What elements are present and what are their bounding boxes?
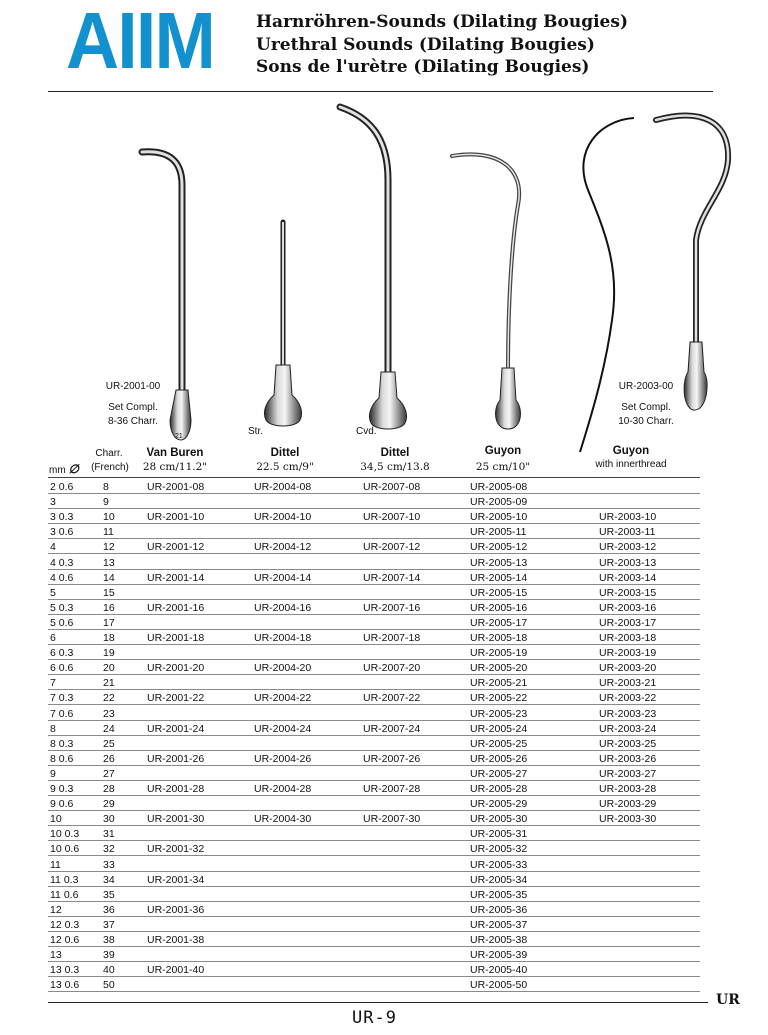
guyon-thread-code: UR-2003-28 [599,783,657,795]
dittel-straight-code: UR-2004-18 [254,632,312,644]
guyon-thread-code: UR-2003-25 [599,737,657,750]
set1-line1: Set Compl. [108,402,158,413]
van-buren-code: UR-2001-26 [147,752,205,765]
charr-cell: 50 [103,979,115,992]
page-number: UR-9 [352,1008,397,1028]
guyon-code: UR-2005-37 [470,918,528,931]
dittel-curved-code: UR-2007-10 [363,511,421,524]
guyon-code: UR-2005-35 [470,888,528,901]
table-row [0,660,768,675]
mm-cell: 6 [50,632,56,644]
charr-cell: 39 [103,949,115,962]
guyon-code: UR-2005-29 [470,798,528,811]
guyon-code: UR-2005-22 [470,692,528,705]
col-size-guyon-thread: with innerthread [595,459,667,470]
guyon-code: UR-2005-08 [470,481,528,493]
table-row [0,555,768,570]
guyon-thread-code: UR-2003-21 [599,677,657,690]
dittel-straight-code: UR-2004-20 [254,662,312,675]
mm-cell: 5 [50,586,56,599]
mm-cell: 10 0.6 [50,843,80,856]
guyon-code: UR-2005-34 [470,873,528,886]
table-row [0,494,768,509]
guyon-thread-code: UR-2003-20 [599,662,657,675]
mm-cell: 13 [50,949,62,962]
charr-cell: 10 [103,511,115,524]
guyon-thread-code: UR-2003-15 [599,586,657,599]
van-buren-code: UR-2001-20 [147,662,205,675]
van-buren-code: UR-2001-32 [147,843,205,856]
charr-cell: 13 [103,556,115,569]
section-code: UR [716,992,740,1008]
charr-cell: 19 [103,647,115,660]
guyon-code: UR-2005-09 [470,496,528,509]
guyon-thread-code: UR-2003-12 [599,541,657,554]
charr-cell: 17 [103,616,115,629]
guyon-code: UR-2005-11 [470,526,527,539]
guyon-thread-code: UR-2003-29 [599,798,657,811]
charr-cell: 8 [103,481,109,493]
dittel-curved-code: UR-2007-28 [363,783,421,795]
guyon-code: UR-2005-18 [470,632,528,644]
mm-cell: 3 0.3 [50,511,74,524]
guyon-thread-code: UR-2003-13 [599,556,657,569]
dittel-straight-code: UR-2004-30 [254,813,312,826]
guyon-code: UR-2005-15 [470,586,528,599]
col-size-guyon: 25 cm/10" [475,461,531,473]
col-size-dittel-cvd: 34,5 cm/13.8 [360,461,430,473]
guyon-code: UR-2005-10 [470,511,528,524]
van-buren-code: UR-2001-08 [147,481,205,493]
dittel-straight-code: UR-2004-12 [254,541,312,554]
cvd-label: Cvd. [356,426,377,437]
dittel-curved-code: UR-2007-22 [363,692,421,705]
guyon-code: UR-2005-33 [470,858,528,871]
table-row [0,479,768,494]
guyon-code: UR-2005-50 [470,979,528,992]
charr-cell: 32 [103,843,115,856]
table-row [0,509,768,524]
table-row [0,570,768,585]
van-buren-code: UR-2001-14 [147,571,205,584]
guyon-code: UR-2005-13 [470,556,528,569]
table-row [0,600,768,615]
van-buren-code: UR-2001-34 [147,873,205,886]
mm-cell: 12 0.3 [50,918,80,931]
col-size-van-buren: 28 cm/11.2" [142,461,208,473]
table-row [0,751,768,766]
mm-cell: 10 [50,813,62,826]
guyon-thread-code: UR-2003-17 [599,616,657,629]
guyon-thread-code: UR-2003-24 [599,722,657,735]
mm-cell: 11 [50,858,61,871]
charr-cell: 34 [103,873,115,886]
guyon-thread-code: UR-2003-27 [599,767,657,780]
mm-cell: 8 0.3 [50,737,74,750]
dittel-straight-code: UR-2004-28 [254,783,312,795]
table-row [0,721,768,736]
dittel-straight-code: UR-2004-26 [254,752,312,765]
van-buren-code: UR-2001-16 [147,601,205,614]
charr-cell: 11 [103,526,114,539]
mm-cell: 6 0.6 [50,662,74,675]
guyon-code: UR-2005-12 [470,541,528,554]
charr-cell: 33 [103,858,115,871]
mm-cell: 8 [50,722,56,735]
charr-cell: 27 [103,767,115,780]
set2-code: UR-2003-00 [618,381,674,392]
table-row [0,902,768,917]
charr-cell: 30 [103,813,115,826]
charr-cell: 16 [103,601,115,614]
dittel-straight-code: UR-2004-14 [254,571,312,584]
van-buren-code: UR-2001-30 [147,813,205,826]
title-german: Harnröhren-Sounds (Dilating Bougies) [256,12,628,32]
table-row [0,630,768,645]
van-buren-code: UR-2001-10 [147,511,205,524]
charr-cell: 38 [103,934,115,946]
van-buren-code: UR-2001-22 [147,692,205,705]
page-title-block [256,11,628,79]
table-row [0,675,768,690]
dittel-curved-sound-illustration [340,107,407,429]
charr-cell: 22 [103,692,115,705]
dittel-straight-code: UR-2004-16 [254,601,312,614]
charr-cell: 35 [103,888,115,901]
col-header-dittel-cvd: Dittel [380,447,410,459]
guyon-code: UR-2005-23 [470,707,528,720]
dittel-straight-code: UR-2004-24 [254,722,312,735]
mm-cell: 4 0.3 [50,556,74,569]
guyon-thread-code: UR-2003-10 [599,511,657,524]
guyon-thread-code: UR-2003-22 [599,692,657,705]
guyon-sound-illustration [452,154,521,429]
table-row [0,977,768,992]
table-row [0,766,768,781]
van-buren-code: UR-2001-40 [147,964,205,977]
charr-french-header: (French) [91,462,129,473]
guyon-code: UR-2005-16 [470,601,528,614]
mm-cell: 9 [50,767,56,780]
mm-cell: 13 0.6 [50,979,80,992]
col-header-dittel-str: Dittel [270,447,300,459]
guyon-code: UR-2005-40 [470,964,528,977]
charr-cell: 26 [103,752,115,765]
table-top-rule [48,477,700,478]
dittel-straight-code: UR-2004-10 [254,511,312,524]
dittel-curved-code: UR-2007-30 [363,813,421,826]
footer-divider [48,1002,708,1003]
dittel-straight-code: UR-2004-22 [254,692,312,705]
dittel-curved-code: UR-2007-18 [363,632,421,644]
guyon-code: UR-2005-39 [470,949,528,962]
dittel-curved-code: UR-2007-08 [363,481,421,493]
guyon-thread-code: UR-2003-14 [599,571,657,584]
dittel-curved-code: UR-2007-12 [363,541,421,554]
table-row [0,524,768,539]
van-buren-code: UR-2001-12 [147,541,205,554]
diameter-symbol: ∅ [68,462,79,476]
title-french: Sons de l'urètre (Dilating Bougies) [256,57,590,77]
van-buren-sound-illustration [142,152,191,440]
dittel-straight-code: UR-2004-08 [254,481,312,493]
mm-cell: 5 0.6 [50,616,74,629]
van-buren-code: UR-2001-36 [147,903,205,916]
mm-cell: 7 0.3 [50,692,74,705]
dittel-curved-code: UR-2007-16 [363,601,421,614]
charr-cell: 24 [103,722,115,735]
table-row [0,841,768,856]
guyon-thread-code: UR-2003-19 [599,647,657,660]
table-row [0,826,768,841]
charr-cell: 12 [103,541,115,554]
charr-cell: 31 [103,828,115,841]
guyon-code: UR-2005-20 [470,662,528,675]
mm-cell: 4 [50,541,56,554]
charr-cell: 25 [103,737,115,750]
dittel-curved-code: UR-2007-24 [363,722,421,735]
mm-cell: 5 0.3 [50,601,74,614]
charr-cell: 37 [103,918,115,931]
dittel-curved-code: UR-2007-14 [363,571,421,584]
charr-cell: 28 [103,783,115,795]
title-english: Urethral Sounds (Dilating Bougies) [256,34,595,55]
guyon-code: UR-2005-21 [470,677,528,690]
mm-cell: 12 [50,903,62,916]
mm-cell: 3 [50,496,56,509]
charr-cell: 23 [103,707,115,720]
table-row [0,857,768,872]
mm-cell: 2 0.6 [50,481,74,493]
set1-tag: 21 [175,433,183,440]
table-row [0,585,768,600]
table-row [0,539,768,554]
charr-cell: 9 [103,496,109,509]
set1-code: UR-2001-00 [105,381,161,392]
charr-cell: 29 [103,798,115,811]
col-size-dittel-str: 22.5 cm/9" [256,461,314,473]
charr-cell: 15 [103,586,115,599]
charr-cell: 36 [103,903,115,916]
van-buren-code: UR-2001-28 [147,783,205,795]
mm-cell: 7 [50,677,56,690]
guyon-code: UR-2005-32 [470,843,528,856]
dittel-curved-code: UR-2007-26 [363,752,421,765]
table-row [0,706,768,721]
guyon-code: UR-2005-26 [470,752,528,765]
guyon-code: UR-2005-24 [470,722,528,735]
set1-line2: 8-36 Charr. [107,416,159,427]
guyon-code: UR-2005-28 [470,783,528,795]
table-row [0,887,768,902]
guyon-code: UR-2005-17 [470,616,528,629]
set2-line1: Set Compl. [621,402,671,413]
guyon-code: UR-2005-19 [470,647,528,660]
charr-cell: 14 [103,571,115,584]
guyon-code: UR-2005-25 [470,737,528,750]
guyon-code: UR-2005-30 [470,813,528,826]
row-divider [48,991,700,992]
guyon-code: UR-2005-38 [470,934,528,946]
guyon-code: UR-2005-14 [470,571,528,584]
charr-header: Charr. [95,448,123,459]
col-header-guyon-thread: Guyon [612,445,650,457]
guyon-thread-code: UR-2003-23 [599,707,657,720]
header-divider [48,91,713,92]
str-label: Str. [248,426,264,437]
col-header-guyon: Guyon [484,445,522,457]
guyon-code: UR-2005-31 [470,828,528,841]
mm-label: mm [49,465,66,476]
table-row [0,796,768,811]
table-row [0,781,768,796]
mm-cell: 13 0.3 [50,964,80,977]
table-row [0,872,768,887]
guyon-code: UR-2005-27 [470,767,528,780]
mm-cell: 7 0.6 [50,707,74,720]
table-row [0,811,768,826]
guyon-code: UR-2005-36 [470,903,528,916]
col-header-van-buren: Van Buren [146,447,204,459]
charr-cell: 21 [103,677,115,690]
table-row [0,645,768,660]
table-row [0,932,768,947]
table-row [0,962,768,977]
guyon-thread-code: UR-2003-30 [599,813,657,826]
mm-cell: 8 0.6 [50,752,74,765]
mm-cell: 3 0.6 [50,526,74,539]
mm-cell: 11 0.6 [50,888,79,901]
charr-cell: 40 [103,964,115,977]
mm-cell: 11 0.3 [50,873,79,886]
table-row [0,917,768,932]
mm-cell: 9 0.3 [50,783,74,795]
table-row [0,615,768,630]
mm-cell: 10 0.3 [50,828,80,841]
company-logo: AIIM [66,0,215,85]
van-buren-code: UR-2001-38 [147,934,205,946]
mm-cell: 9 0.6 [50,798,74,811]
mm-header [49,463,79,477]
van-buren-code: UR-2001-24 [147,722,205,735]
table-row [0,736,768,751]
set2-line2: 10-30 Charr. [618,416,674,427]
guyon-thread-code: UR-2003-11 [599,526,656,539]
table-row [0,947,768,962]
mm-cell: 12 0.6 [50,934,80,946]
dittel-curved-code: UR-2007-20 [363,662,421,675]
mm-cell: 6 0.3 [50,647,74,660]
table-row [0,690,768,705]
guyon-thread-code: UR-2003-16 [599,601,657,614]
charr-cell: 20 [103,662,115,675]
charr-cell: 18 [103,632,115,644]
guyon-thread-code: UR-2003-26 [599,752,657,765]
guyon-thread-code: UR-2003-18 [599,632,657,644]
mm-cell: 4 0.6 [50,571,74,584]
dittel-straight-sound-illustration [264,222,301,426]
van-buren-code: UR-2001-18 [147,632,205,644]
